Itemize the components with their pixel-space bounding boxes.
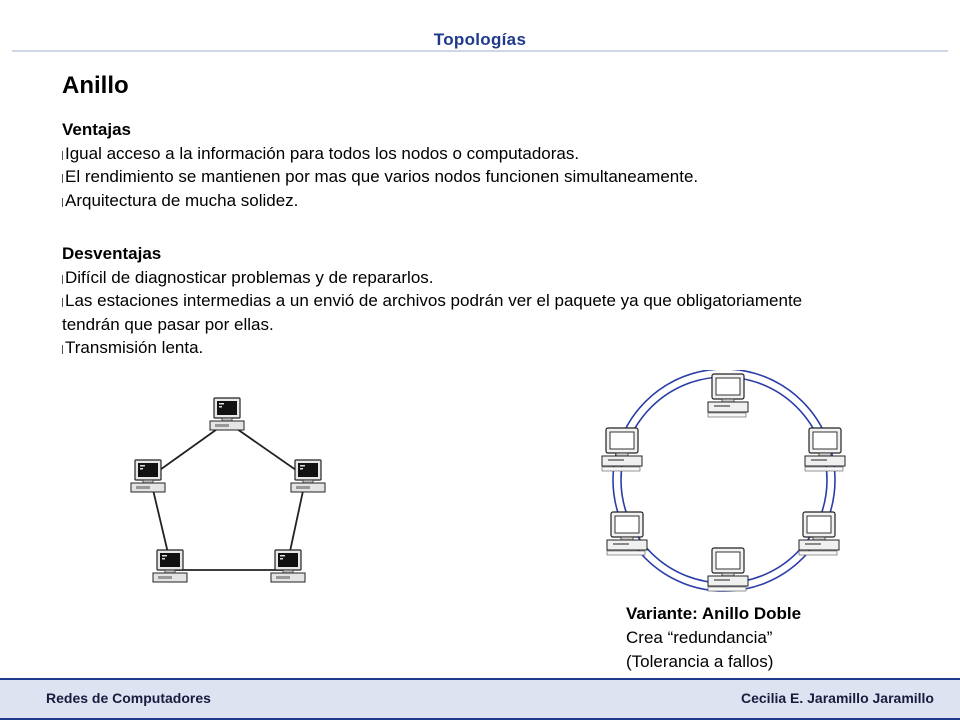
variant-caption bbox=[626, 602, 801, 674]
bullet-icon bbox=[62, 151, 63, 160]
list-item: Las estaciones intermedias a un envió de archivos podrán ver el paquete ya que obligatoriamente tendrán que pasar por ellas. bbox=[62, 291, 803, 334]
list-item: Transmisión lenta. bbox=[62, 336, 822, 360]
variant-line-2: (Tolerancia a fallos) bbox=[626, 652, 774, 671]
bullet-icon bbox=[62, 345, 63, 354]
desventajas-heading: Desventajas bbox=[62, 244, 162, 263]
bullet-icon bbox=[62, 198, 63, 207]
bullet-icon bbox=[62, 275, 63, 284]
footer-author: Cecilia E. Jaramillo Jaramillo bbox=[741, 690, 934, 706]
computer-icon bbox=[291, 460, 325, 492]
slide-title: Anillo bbox=[62, 72, 129, 99]
list-item: El rendimiento se mantienen por mas que varios nodos funcionen simultaneamente. bbox=[62, 165, 822, 189]
computer-icon bbox=[153, 550, 187, 582]
computer-icon bbox=[271, 550, 305, 582]
desventajas-section bbox=[62, 242, 822, 360]
footer-bar bbox=[0, 678, 960, 720]
bullet-icon bbox=[62, 174, 63, 183]
desventajas-list bbox=[62, 266, 822, 360]
list-item: Arquitectura de mucha solidez. bbox=[62, 189, 822, 213]
computer-icon bbox=[131, 460, 165, 492]
ring-link-lines bbox=[150, 422, 306, 570]
computer-icon bbox=[805, 428, 845, 471]
computer-icon bbox=[602, 428, 642, 471]
variant-title: Variante: Anillo Doble bbox=[626, 604, 802, 623]
computer-icon bbox=[708, 548, 748, 591]
computer-icon bbox=[607, 512, 647, 555]
computer-icon bbox=[799, 512, 839, 555]
computer-icon bbox=[708, 374, 748, 417]
computer-icon bbox=[210, 398, 244, 430]
list-item: Difícil de diagnosticar problemas y de repararlos. bbox=[62, 266, 822, 290]
header-title: Topologías bbox=[433, 30, 527, 49]
variant-line-1: Crea “redundancia” bbox=[626, 628, 773, 647]
ventajas-heading: Ventajas bbox=[62, 120, 131, 139]
double-ring-diagram bbox=[595, 370, 860, 595]
header-divider bbox=[12, 50, 948, 52]
list-item: Igual acceso a la información para todos los nodos o computadoras. bbox=[62, 142, 822, 166]
bullet-icon bbox=[62, 298, 63, 307]
ventajas-list bbox=[62, 142, 822, 213]
ring-topology-diagram bbox=[110, 385, 340, 600]
footer-course: Redes de Computadores bbox=[46, 690, 211, 706]
ventajas-section bbox=[62, 118, 822, 212]
